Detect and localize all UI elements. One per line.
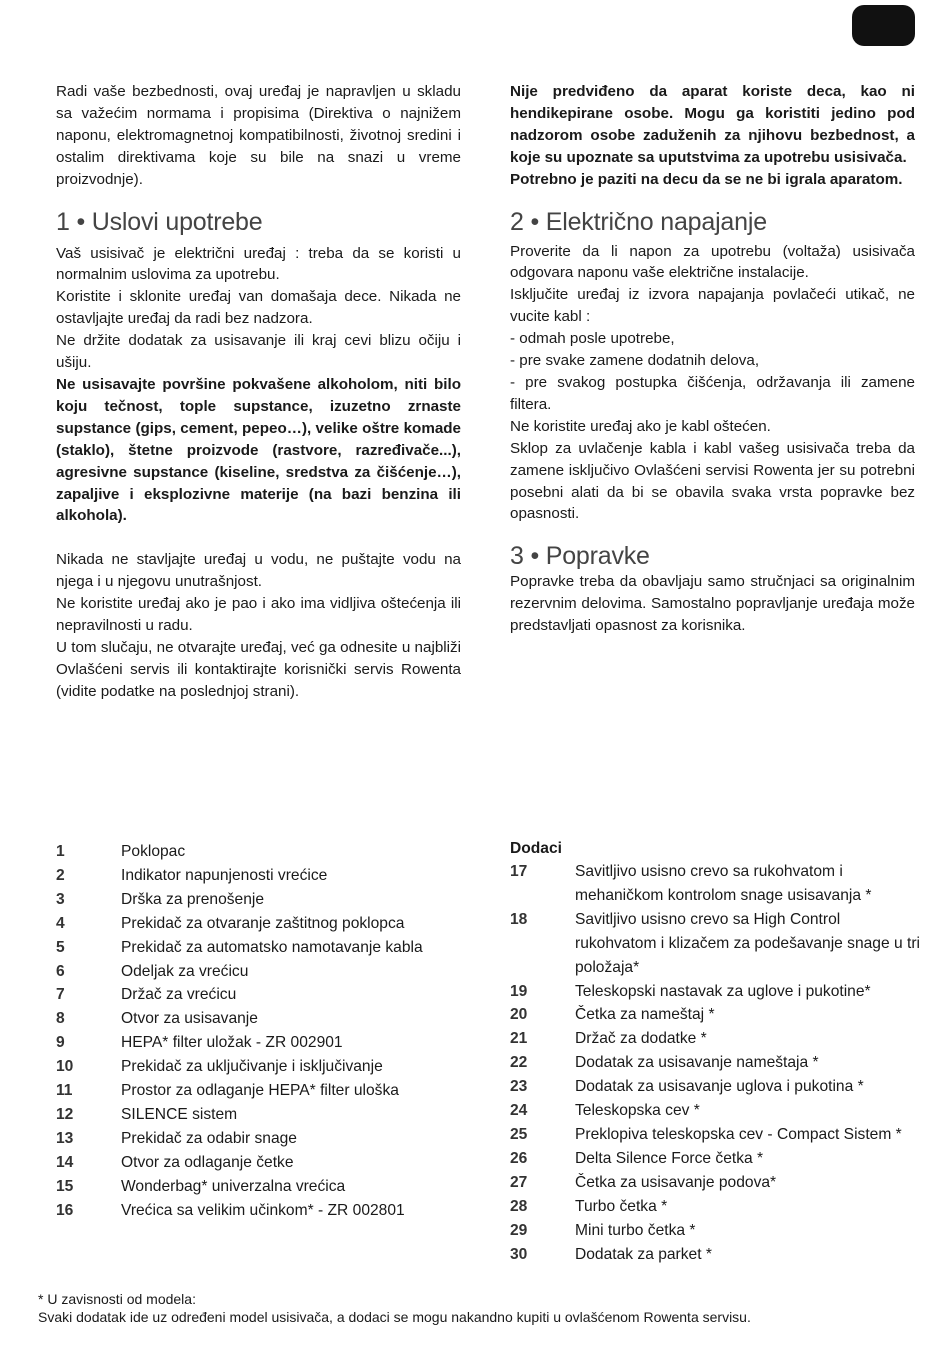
list-item bbox=[510, 1219, 920, 1243]
item-label: Preklopiva teleskopska cev - Compact Sistem * bbox=[575, 1125, 902, 1143]
item-number: 14 bbox=[56, 1153, 74, 1171]
accessories-heading: Dodaci bbox=[510, 840, 562, 857]
list-item bbox=[510, 1147, 920, 1171]
s3-paragraph-1: Popravke treba da obavljaju samo stručnjaci sa originalnim rezervnim delovima. Samostalno popravljanje uređaja može predstavljati opasnost za korisnika. bbox=[510, 573, 915, 635]
item-number: 3 bbox=[56, 890, 65, 908]
item-number: 17 bbox=[510, 863, 528, 880]
children-warning-1: Nije predviđeno da aparat koriste deca, kao ni hendikepirane osobe. Mogu ga koristiti jedino pod nadzorom osobe zaduženih za njihovu bezbednost, a koje su upoznate sa uputstvima za upotrebu usisivača. bbox=[510, 83, 915, 166]
item-label: Četka za usisavanje podova* bbox=[575, 1173, 777, 1191]
item-number: 9 bbox=[56, 1034, 65, 1052]
list-item bbox=[510, 1171, 920, 1195]
item-label: Dodatak za usisavanje nameštaja * bbox=[575, 1054, 819, 1072]
item-number: 15 bbox=[56, 1177, 74, 1195]
item-label: Držač za dodatke * bbox=[575, 1030, 707, 1048]
footnote bbox=[38, 1290, 751, 1326]
item-label: Dodatak za usisavanje uglova i pukotina * bbox=[575, 1078, 864, 1096]
s2-list-item-2: - pre svake zamene dodatnih delova, bbox=[510, 352, 760, 370]
s1-paragraph-6: U tom slučaju, ne otvarajte uređaj, već ga odnesite u najbliži Ovlašćeni servis ili kontaktirajte korisnički servis Rowenta (vidite podatke na poslednjoj strani). bbox=[56, 638, 461, 700]
item-label: Savitljivo usisno crevo sa rukohvatom i mehaničkom kontrolom snage usisavanja * bbox=[575, 863, 872, 904]
page-tab-marker bbox=[852, 5, 915, 46]
item-number: 23 bbox=[510, 1078, 528, 1096]
list-item bbox=[56, 936, 476, 960]
footnote-line-2: Svaki dodatak ide uz određeni model usisivača, a dodaci se mogu nakandno kupiti u ovlašćenom Rowenta servisu. bbox=[38, 1309, 751, 1325]
item-label: Savitljivo usisno crevo sa High Control rukohvatom i klizačem za podešavanje snage u tri položaja* bbox=[575, 910, 920, 976]
left-column bbox=[56, 81, 461, 703]
s2-paragraph-3: Ne koristite uređaj ako je kabl oštećen. bbox=[510, 417, 771, 435]
item-number: 10 bbox=[56, 1058, 74, 1076]
item-label: Prekidač za uključivanje i isključivanje bbox=[121, 1058, 383, 1076]
item-number: 1 bbox=[56, 843, 65, 860]
s2-list-item-1: - odmah posle upotrebe, bbox=[510, 330, 675, 348]
item-label: Otvor za odlaganje četke bbox=[121, 1153, 294, 1171]
section-1-title: 1 • Uslovi upotrebe bbox=[56, 207, 263, 236]
item-number: 12 bbox=[56, 1105, 74, 1123]
list-item bbox=[56, 1175, 476, 1199]
item-label: Mini turbo četka * bbox=[575, 1221, 696, 1239]
list-item bbox=[510, 1075, 920, 1099]
item-number: 8 bbox=[56, 1010, 65, 1028]
list-item bbox=[56, 1151, 476, 1175]
item-label: Odeljak za vrećicu bbox=[121, 962, 249, 980]
item-number: 5 bbox=[56, 938, 65, 956]
list-item bbox=[510, 1027, 920, 1051]
item-number: 2 bbox=[56, 866, 65, 884]
item-number: 18 bbox=[510, 910, 528, 928]
list-item bbox=[56, 983, 476, 1007]
item-label: Četka za nameštaj * bbox=[575, 1006, 715, 1024]
item-number: 30 bbox=[510, 1245, 528, 1263]
intro-paragraph: Radi vaše bezbednosti, ovaj uređaj je napravljen u skladu sa važećim normama i propisima (Direktiva o najnižem naponu, elektromagnetnoj kompatibilnosti, životnoj sredini i ostalim direktivama koje su bile na snazi u vreme proizvodnje). bbox=[56, 83, 461, 188]
list-item bbox=[56, 1031, 476, 1055]
list-item bbox=[56, 864, 476, 888]
item-label: Delta Silence Force četka * bbox=[575, 1149, 764, 1167]
item-label: Vrećica sa velikim učinkom* - ZR 002801 bbox=[121, 1201, 405, 1219]
item-label: Prostor za odlaganje HEPA* filter uloška bbox=[121, 1082, 399, 1100]
list-item bbox=[510, 1123, 920, 1147]
item-label: Otvor za usisavanje bbox=[121, 1010, 258, 1028]
item-label: Indikator napunjenosti vrećice bbox=[121, 866, 328, 884]
section-3-title: 3 • Popravke bbox=[510, 542, 650, 571]
list-item bbox=[510, 908, 920, 980]
accessories-list bbox=[510, 838, 920, 1266]
s2-paragraph-2: Isključite uređaj iz izvora napajanja povlačeći utikač, ne vucite kabl : bbox=[510, 286, 915, 326]
list-item bbox=[510, 860, 920, 908]
list-item bbox=[56, 1055, 476, 1079]
item-label: Turbo četka * bbox=[575, 1197, 668, 1215]
item-label: Držač za vrećicu bbox=[121, 986, 237, 1004]
list-item bbox=[56, 1103, 476, 1127]
item-label: Wonderbag* univerzalna vrećica bbox=[121, 1177, 346, 1195]
list-item bbox=[56, 888, 476, 912]
item-number: 22 bbox=[510, 1054, 528, 1072]
list-item bbox=[56, 1199, 476, 1223]
item-label: Drška za prenošenje bbox=[121, 890, 265, 908]
s2-list-item-3: - pre svakog postupka čišćenja, održavanja ili zamene filtera. bbox=[510, 373, 915, 413]
section-2-title: 2 • Električno napajanje bbox=[510, 207, 767, 236]
s1-paragraph-3: Ne držite dodatak za usisavanje ili kraj cevi blizu očiju i ušiju. bbox=[56, 332, 461, 372]
item-number: 16 bbox=[56, 1201, 74, 1219]
list-item bbox=[56, 960, 476, 984]
item-number: 11 bbox=[56, 1082, 73, 1100]
s1-warning-bold: Ne usisavajte površine pokvašene alkoholom, niti bilo koju tečnost, tople supstance, izuzetno zrnaste supstance (gips, cement, pepeo…), velike oštre komade (staklo), štetne proizvode (rastvore, razređivače...), agresivne supstance (kiseline, sredstva za čišćenje…), zapaljive i eksplozivne materije (na bazi benzina ili alkohola). bbox=[56, 375, 461, 525]
right-column bbox=[510, 81, 915, 637]
footnote-line-1: * U zavisnosti od modela: bbox=[38, 1291, 196, 1307]
list-item bbox=[510, 1195, 920, 1219]
list-item bbox=[510, 1099, 920, 1123]
list-item bbox=[56, 1127, 476, 1151]
s2-paragraph-1: Proverite da li napon za upotrebu (voltaža) usisivača odgovara naponu vaše električne instalacije. bbox=[510, 242, 915, 282]
item-label: Teleskopski nastavak za uglove i pukotine* bbox=[575, 982, 871, 1000]
item-number: 4 bbox=[56, 914, 65, 932]
item-number: 28 bbox=[510, 1197, 528, 1215]
list-item bbox=[56, 1079, 476, 1103]
item-number: 24 bbox=[510, 1102, 528, 1120]
item-label: Teleskopska cev * bbox=[575, 1102, 700, 1120]
list-item bbox=[510, 1051, 920, 1075]
children-warning-2: Potrebno je paziti na decu da se ne bi igrala aparatom. bbox=[510, 170, 903, 188]
item-label: Prekidač za odabir snage bbox=[121, 1129, 297, 1147]
list-item bbox=[510, 980, 920, 1004]
list-item bbox=[56, 840, 476, 864]
item-label: Prekidač za automatsko namotavanje kabla bbox=[121, 938, 423, 956]
item-number: 13 bbox=[56, 1129, 74, 1147]
item-label: Dodatak za parket * bbox=[575, 1245, 712, 1263]
parts-list bbox=[56, 840, 476, 1223]
item-number: 20 bbox=[510, 1006, 528, 1024]
list-item bbox=[56, 1007, 476, 1031]
item-number: 7 bbox=[56, 986, 65, 1004]
item-label: Prekidač za otvaranje zaštitnog poklopca bbox=[121, 914, 405, 932]
list-item bbox=[510, 1243, 920, 1267]
item-number: 6 bbox=[56, 962, 65, 980]
item-number: 29 bbox=[510, 1221, 528, 1239]
s1-paragraph-4: Nikada ne stavljajte uređaj u vodu, ne puštajte vodu na njega i u njegovu unutrašnjost. bbox=[56, 551, 461, 591]
item-number: 27 bbox=[510, 1173, 528, 1191]
item-label: Poklopac bbox=[121, 843, 186, 860]
s1-paragraph-1: Vaš usisivač je električni uređaj : treba da se koristi u normalnim uslovima za upotrebu. bbox=[56, 244, 461, 284]
s1-paragraph-5: Ne koristite uređaj ako je pao i ako ima vidljiva oštećenja ili nepravilnosti u radu. bbox=[56, 595, 461, 634]
item-label: HEPA* filter uložak - ZR 002901 bbox=[121, 1034, 343, 1052]
item-label: SILENCE sistem bbox=[121, 1105, 238, 1123]
s2-paragraph-4: Sklop za uvlačenje kabla i kabl vašeg usisivača treba da zamene isključivo Ovlašćeni servisi Rowenta jer su potrebni posebni alati da bi se obavila svaka vrsta popravke bez opasnosti. bbox=[510, 439, 915, 523]
list-item bbox=[56, 912, 476, 936]
s1-paragraph-2: Koristite i sklonite uređaj van domašaja dece. Nikada ne ostavljajte uređaj da radi bez nadzora. bbox=[56, 288, 461, 328]
item-number: 25 bbox=[510, 1125, 528, 1143]
item-number: 21 bbox=[510, 1030, 528, 1048]
item-number: 26 bbox=[510, 1149, 528, 1167]
list-item bbox=[510, 1003, 920, 1027]
item-number: 19 bbox=[510, 982, 528, 1000]
